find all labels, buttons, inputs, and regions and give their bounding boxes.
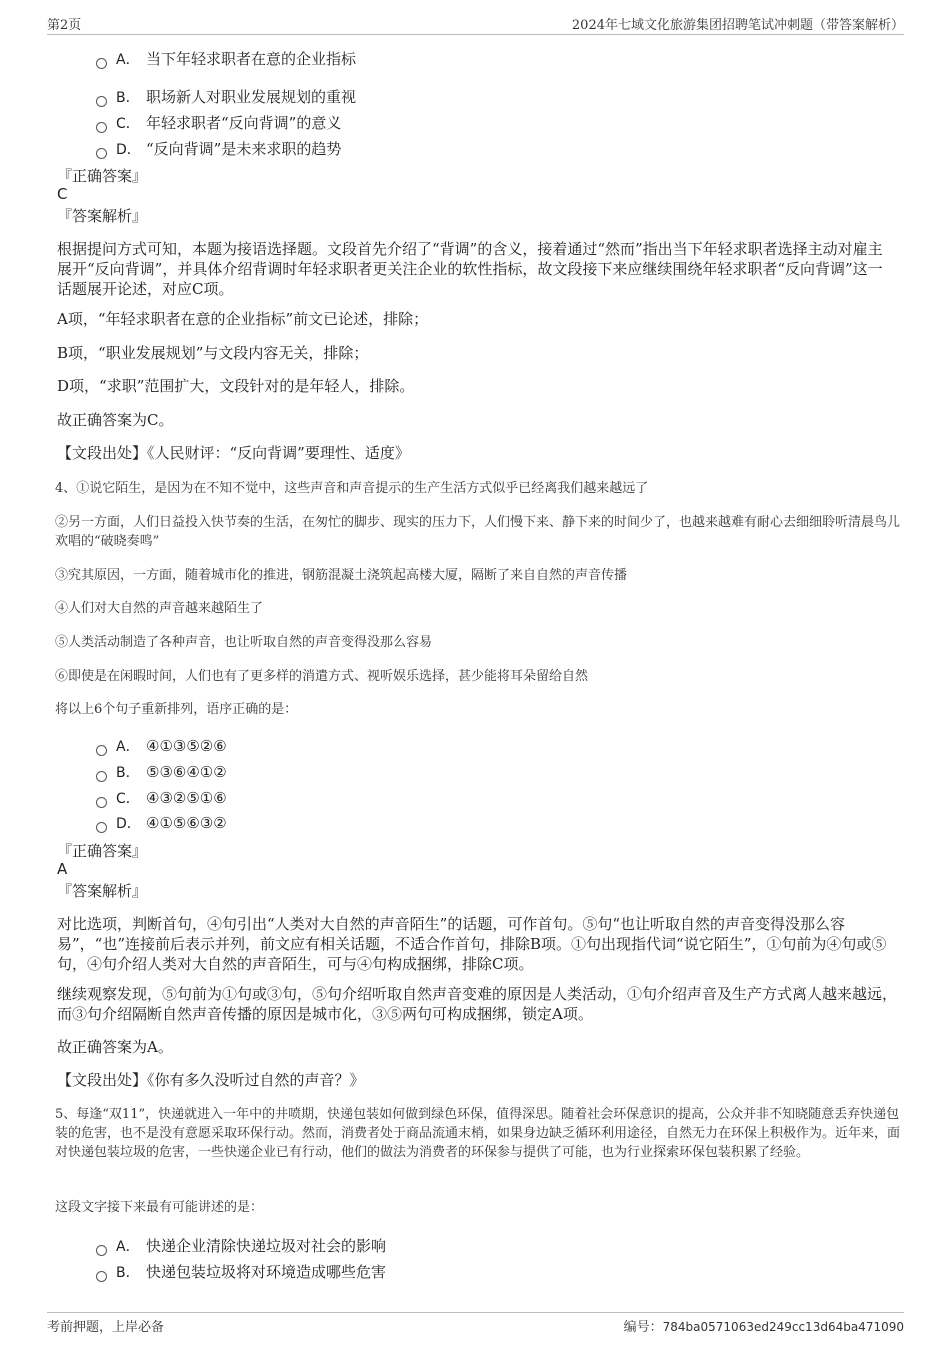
q5-stem: 5、每逢“双11”，快递就进入一年中的井喷期，快递包装如何做到绿色环保，值得深思。随着社会环保意识的提高，公众并非不知晓随意丢弃快递包装的危害，也不是没有意愿采取环保行动。然而，消费者处于商品流通末梢，如果身边缺乏循环利用途径，自然无力在环保上积极作为。近年来，面对快递包装垃圾的危害，一些快递企业已有行动，他们的做法为消费者的环保参与提供了可能，也为行业探索环保包装积累了经验。 [55,1107,901,1160]
q4-analysis-para: 故正确答案为A。 [57,1038,173,1056]
radio-icon[interactable] [96,148,107,159]
document-id [624,1316,904,1335]
radio-icon[interactable] [96,771,107,782]
q3-answer-label: 『正确答案』 [57,167,148,185]
q4-stem-line: ⑤人类活动制造了各种声音，也让听取自然的声音变得没那么容易 [55,635,433,650]
q4-option-c[interactable]: C． ④③②⑤①⑥ [96,788,227,808]
document-id-value: 784ba0571063ed249cc13d64ba471090 [662,1320,904,1334]
q4-stem-line: ④人们对大自然的声音越来越陌生了 [55,601,264,616]
q3-analysis-label: 『答案解析』 [57,207,148,225]
q4-stem-line: ②另一方面，人们日益投入快节奏的生活，在匆忙的脚步、现实的压力下，人们慢下来、静下来的时间少了，也越来越难有耐心去细细聆听清晨鸟儿欢唱的“破晓奏鸣” [55,515,901,549]
radio-icon[interactable] [96,745,107,756]
radio-icon[interactable] [96,822,107,833]
document-title: 2024年七域文化旅游集团招聘笔试冲刺题（带答案解析） [571,18,904,33]
footer-slogan: 考前押题，上岸必备 [47,1320,165,1335]
radio-icon[interactable] [96,122,107,133]
radio-icon[interactable] [96,1245,107,1256]
q4-answer-label: 『正确答案』 [57,842,148,860]
q3-source: 【文段出处】《人民财评：“反向背调”要理性、适度》 [57,444,410,462]
q3-option-a[interactable]: A． 当下年轻求职者在意的企业指标 [96,48,356,68]
q3-analysis-para: D项，“求职”范围扩大，文段针对的是年轻人，排除。 [57,377,415,395]
radio-icon[interactable] [96,1271,107,1282]
q3-analysis-para: 根据提问方式可知，本题为接语选择题。文段首先介绍了“背调”的含义，接着通过“然而”指出当下年轻求职者选择主动对雇主展开“反向背调”，并具体介绍背调时年轻求职者更关注企业的软性指标，故文段接下来应继续围绕年轻求职者“反向背调”这一话题展开论述，对应C项。 [57,240,883,298]
q4-prompt: 将以上6个句子重新排列，语序正确的是： [55,702,298,717]
radio-icon[interactable] [96,96,107,107]
q3-option-b[interactable]: B． 职场新人对职业发展规划的重视 [96,86,356,106]
q4-option-a[interactable]: A． ④①③⑤②⑥ [96,736,227,756]
q5-prompt: 这段文字接下来最有可能讲述的是： [55,1200,264,1215]
q4-analysis-para: 对比选项，判断首句，④句引出“人类对大自然的声音陌生”的话题，可作首句。⑤句“也让听取自然的声音变得没那么容易”，“也”连接前后表示并列，前文应有相关话题，不适合作首句，排除B项。①句出现指代词“说它陌生”，①句前为④句或⑤句，④句介绍人类对大自然的声音陌生，可与④句构成捆绑，排除C项。 [57,915,887,973]
q4-source: 【文段出处】《你有多久没听过自然的声音？》 [57,1071,365,1089]
page-number: 第2页 [47,18,82,33]
q4-option-b[interactable]: B． ⑤③⑥④①② [96,762,227,782]
document-id-label: 编号： [623,1320,663,1335]
q5-option-a[interactable]: A． 快递企业清除快递垃圾对社会的影响 [96,1235,386,1255]
q3-option-c[interactable]: C． 年轻求职者“反向背调”的意义 [96,112,341,132]
q4-stem-line: ③究其原因，一方面，随着城市化的推进，钢筋混凝土浇筑起高楼大厦，隔断了来自自然的声音传播 [55,568,628,583]
q4-stem-line: ⑥即使是在闲暇时间，人们也有了更多样的消遣方式、视听娱乐选择，甚少能将耳朵留给自然 [55,669,589,684]
q4-option-d[interactable]: D． ④①⑤⑥③② [96,813,227,833]
page-footer [47,1312,904,1337]
q4-analysis-label: 『答案解析』 [57,882,148,900]
q3-analysis-para: 故正确答案为C。 [57,411,174,429]
page-header [47,14,904,35]
q4-analysis-para: 继续观察发现，⑤句前为①句或③句，⑤句介绍听取自然声音变难的原因是人类活动，①句介绍声音及生产方式离人越来越远，而③句介绍隔断自然声音传播的原因是城市化，③⑤两句可构成捆绑，锁定A项。 [57,985,898,1023]
q4-answer: A [57,860,68,878]
radio-icon[interactable] [96,58,107,69]
q3-answer: C [57,185,68,203]
q5-option-b[interactable]: B． 快递包装垃圾将对环境造成哪些危害 [96,1261,386,1281]
q3-option-d[interactable]: D． “反向背调”是未来求职的趋势 [96,138,341,158]
q3-analysis-para: B项，“职业发展规划”与文段内容无关，排除； [57,344,369,362]
radio-icon[interactable] [96,797,107,808]
q3-analysis-para: A项，“年轻求职者在意的企业指标”前文已论述，排除； [57,310,429,328]
q4-stem-line: 4、①说它陌生，是因为在不知不觉中，这些声音和声音提示的生产生活方式似乎已经离我们越来越远了 [55,481,649,496]
